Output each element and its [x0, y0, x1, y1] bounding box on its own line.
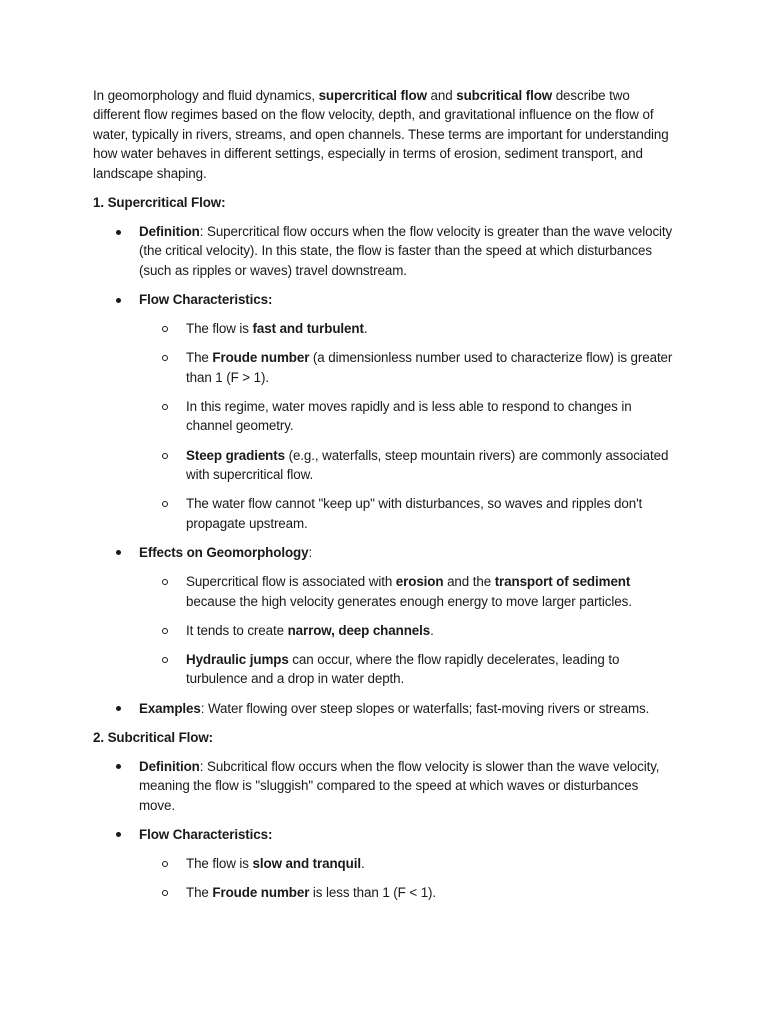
- bullet-icon: [116, 230, 121, 235]
- circle-bullet-icon: [162, 326, 168, 332]
- intro-term-subcritical: subcritical flow: [456, 88, 553, 103]
- characteristics-sublist: [139, 319, 677, 533]
- section-heading-subcritical: 2. Subcritical Flow:: [93, 729, 214, 745]
- intro-paragraph: [93, 86, 677, 183]
- bullet-icon: [116, 764, 121, 769]
- definition-label: Definition: [139, 224, 200, 240]
- circle-bullet-icon: [162, 890, 168, 896]
- intro-text-3: describe two different flow regimes based on the flow velocity, depth, and gravitational influence on the flow of water, typically in rivers, streams, and open channels. These terms are important for understanding how water behaves in different settings, especially in terms of erosion, sediment transport, and landscape shaping.: [93, 88, 669, 181]
- characteristics-label: Flow Characteristics: [139, 826, 268, 842]
- list-item-flow-characteristics: [93, 290, 677, 533]
- sublist-item: In this regime, water moves rapidly and is less able to respond to changes in channel geometry.: [139, 397, 677, 436]
- effects-colon: :: [308, 544, 313, 560]
- circle-bullet-icon: [162, 453, 168, 459]
- circle-bullet-icon: [162, 355, 168, 361]
- circle-bullet-icon: [162, 404, 168, 410]
- characteristics-colon: :: [267, 292, 273, 308]
- circle-bullet-icon: [162, 657, 168, 663]
- sublist-item: Hydraulic jumps can occur, where the flow rapidly decelerates, leading to turbulence and a drop in water depth.: [139, 650, 677, 689]
- bullet-icon: [116, 832, 121, 837]
- list-item-effects-on-geomorphology: [93, 543, 677, 689]
- definition-text: : Supercritical flow occurs when the flow velocity is greater than the wave velocity (the critical velocity). In this state, the flow is faster than the speed at which disturbances (such as ripples or waves) travel downstream.: [139, 224, 673, 278]
- bullet-icon: [116, 550, 121, 555]
- intro-text-2: and: [426, 88, 457, 103]
- intro-term-supercritical: supercritical flow: [318, 88, 427, 103]
- list-item-definition: [93, 757, 677, 815]
- characteristics-colon: :: [267, 826, 273, 842]
- sublist-item: The flow is fast and turbulent.: [139, 319, 677, 338]
- examples-text: : Water flowing over steep slopes or waterfalls; fast-moving rivers or streams.: [200, 700, 650, 716]
- characteristics-label: Flow Characteristics: [139, 292, 268, 308]
- circle-bullet-icon: [162, 861, 168, 867]
- supercritical-list: [93, 222, 677, 718]
- sublist-item: The water flow cannot "keep up" with disturbances, so waves and ripples don't propagate upstream.: [139, 494, 677, 533]
- circle-bullet-icon: [162, 628, 168, 634]
- circle-bullet-icon: [162, 501, 168, 507]
- sublist-item: The flow is slow and tranquil.: [139, 854, 677, 873]
- bullet-icon: [116, 298, 121, 303]
- sublist-item: The Froude number (a dimensionless number used to characterize flow) is greater than 1 (F > 1).: [139, 348, 677, 387]
- document-page: [93, 86, 677, 913]
- characteristics-sublist: [139, 854, 677, 903]
- sublist-item: Steep gradients (e.g., waterfalls, steep mountain rivers) are commonly associated with supercritical flow.: [139, 446, 677, 485]
- section-heading-supercritical: 1. Supercritical Flow:: [93, 194, 226, 210]
- effects-sublist: [139, 572, 677, 689]
- list-item-flow-characteristics: [93, 825, 677, 903]
- circle-bullet-icon: [162, 579, 168, 585]
- list-item-examples: [93, 699, 677, 718]
- list-item-definition: [93, 222, 677, 280]
- definition-label: Definition: [139, 758, 200, 774]
- examples-label: Examples: [139, 700, 201, 716]
- intro-text-1: In geomorphology and fluid dynamics,: [93, 88, 319, 103]
- effects-label: Effects on Geomorphology: [139, 544, 309, 560]
- sublist-item: The Froude number is less than 1 (F < 1).: [139, 883, 677, 902]
- sublist-item: It tends to create narrow, deep channels.: [139, 621, 677, 640]
- bullet-icon: [116, 706, 121, 711]
- sublist-item: Supercritical flow is associated with erosion and the transport of sediment because the high velocity generates enough energy to move larger particles.: [139, 572, 677, 611]
- definition-text: : Subcritical flow occurs when the flow velocity is slower than the wave velocity, meaning the flow is "sluggish" compared to the speed at which waves or disturbances move.: [139, 758, 660, 813]
- subcritical-list: [93, 757, 677, 903]
